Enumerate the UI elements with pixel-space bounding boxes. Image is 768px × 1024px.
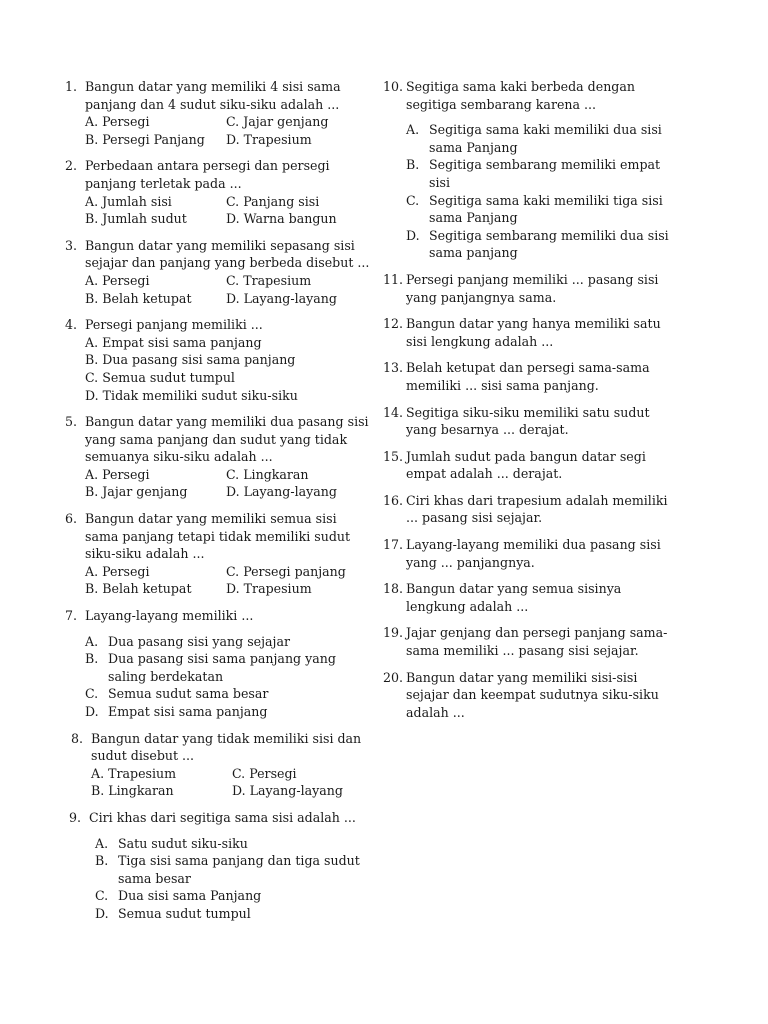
question-body [85,607,370,721]
question-text: Ciri khas dari segitiga sama sisi adalah ... [89,809,356,825]
question-number: 20. [383,669,404,685]
question-number: 1. [64,79,77,94]
option-letter: D. [406,227,420,243]
left-column [60,78,370,932]
question-body [85,237,370,307]
options-grid [91,765,370,800]
options-grid [85,193,370,228]
question-2 [60,157,370,227]
option-letter: C. [85,686,99,702]
question-20 [383,669,683,722]
question-11 [383,271,683,306]
question-text: Bangun datar yang memiliki semua sisi sama panjang tetapi tidak memiliki sudut siku-siku adalah ... [85,511,351,562]
option-letter: C. [406,192,420,208]
question-body [406,359,683,394]
question-number: 11. [383,271,404,287]
question-9 [60,809,370,923]
question-body [406,536,683,571]
option: A. Persegi [85,272,150,288]
question-5 [60,413,370,501]
question-body [85,78,370,148]
question-8 [60,730,370,800]
option: A. Persegi [85,114,150,130]
option [95,835,370,853]
question-number: 2. [64,158,77,174]
option-text: Segitiga sama kaki memiliki tiga sisi sama Panjang [429,192,663,226]
question-text: Perbedaan antara persegi dan persegi panjang terletak pada ... [85,158,330,191]
options-list [406,121,683,262]
question-7 [60,607,370,721]
question-text: Jumlah sudut pada bangun datar segi empat adalah ... derajat. [406,448,646,482]
question-text: Bangun datar yang hanya memiliki satu sisi lengkung adalah ... [406,316,661,349]
options-grid [85,113,370,148]
option: C. Persegi [232,765,297,781]
option-text: Segitiga sama kaki memiliki dua sisi sama Panjang [429,122,662,155]
option-text: Segitiga sembarang memiliki dua sisi sama panjang [429,227,669,261]
question-18 [383,580,683,615]
question-text: Persegi panjang memiliki ... [85,317,263,333]
question-body [406,492,683,527]
question-text: Bangun datar yang memiliki sisi-sisi sejajar dan keempat sudutnya siku-siku adalah ... [406,669,659,720]
options-grid [85,563,370,598]
question-body [89,809,370,923]
option: C. Lingkaran [226,466,309,482]
option-text: Tiga sisi sama panjang dan tiga sudut sama besar [118,853,360,886]
question-text: Ciri khas dari trapesium adalah memiliki ... pasang sisi sejajar. [406,492,668,526]
question-number: 16. [383,492,404,508]
question-text: Bangun datar yang semua sisinya lengkung adalah ... [406,581,622,614]
option-letter: D. [85,704,99,719]
option: B. Jajar genjang [85,484,188,500]
question-text: Belah ketupat dan persegi sama-sama memiliki ... sisi sama panjang. [406,360,650,393]
option: D. Trapesium [226,581,312,597]
option-letter: A. [95,835,109,851]
option: C. Jajar genjang [226,114,329,130]
question-text: Layang-layang memiliki ... [85,608,254,624]
question-12 [383,315,683,350]
question-17 [383,536,683,571]
question-number: 12. [383,316,404,332]
option: C. Panjang sisi [226,193,320,209]
question-text: Jajar genjang dan persegi panjang sama-sama memiliki ... pasang sisi sejajar. [406,625,668,659]
option: A. Trapesium [91,765,177,781]
question-number: 9. [68,809,81,825]
option [406,192,683,227]
option: B. Persegi Panjang [85,131,205,147]
option-letter: B. [85,651,99,667]
option-letter: D. [95,905,109,921]
question-body [406,669,683,722]
options-grid [85,466,370,501]
option [406,121,683,156]
option-letter: C. [95,888,109,904]
option-text: Empat sisi sama panjang [108,704,268,719]
question-text: Layang-layang memiliki dua pasang sisi yang ... panjangnya. [406,537,661,570]
question-body [85,157,370,227]
option: B. Jumlah sudut [85,211,187,227]
question-body [85,413,370,501]
option [95,852,370,887]
option: B. Lingkaran [91,783,174,799]
option: C. Persegi panjang [226,563,346,579]
question-number: 13. [383,360,404,376]
option-text: Semua sudut sama besar [108,686,269,702]
option-text: Semua sudut tumpul [118,905,251,921]
option: C. Trapesium [226,272,312,288]
question-number: 10. [383,79,404,94]
option: D. Tidak memiliki sudut siku-siku [85,387,298,403]
question-body [406,448,683,483]
option: B. Belah ketupat [85,581,192,597]
question-number: 6. [64,511,77,527]
question-body [85,316,370,404]
question-number: 17. [383,537,404,553]
option-text: Dua pasang sisi yang sejajar [108,633,290,649]
option-text: Dua pasang sisi sama panjang yang saling berdekatan [108,651,336,684]
option: A. Persegi [85,563,150,579]
question-body [85,510,370,598]
question-1 [60,78,370,148]
option: A. Empat sisi sama panjang [85,334,262,350]
options-list [85,633,370,721]
question-15 [383,448,683,483]
option: D. Layang-layang [226,290,337,306]
right-column [383,78,683,730]
option [406,156,683,191]
question-16 [383,492,683,527]
question-number: 8. [70,730,83,746]
option-text: Satu sudut siku-siku [118,835,248,851]
option-letter: B. [95,853,109,869]
question-number: 7. [64,608,77,624]
option: D. Layang-layang [232,783,343,799]
question-text: Bangun datar yang memiliki sepasang sisi sejajar dan panjang yang berbeda disebut ... [85,237,370,271]
question-number: 3. [64,237,77,253]
option: C. Semua sudut tumpul [85,369,235,385]
option-text: Segitiga sembarang memiliki empat sisi [429,157,661,190]
question-19 [383,624,683,659]
question-body [91,730,370,800]
option: D. Warna bangun [226,211,337,227]
options-grid [85,272,370,307]
option: D. Trapesium [226,131,312,147]
question-text: Persegi panjang memiliki ... pasang sisi yang panjangnya sama. [406,271,659,305]
option: B. Dua pasang sisi sama panjang [85,352,296,368]
question-text: Bangun datar yang memiliki 4 sisi sama panjang dan 4 sudut siku-siku adalah ... [85,79,341,112]
question-body [406,315,683,350]
question-number: 5. [64,414,77,430]
option: B. Belah ketupat [85,290,192,306]
option [85,650,370,685]
option [95,887,370,905]
option: A. Persegi [85,466,150,482]
question-body [406,404,683,439]
option: D. Layang-layang [226,484,337,500]
question-body [406,580,683,615]
option [85,703,370,721]
options-list [95,835,370,923]
question-number: 18. [383,581,404,597]
question-10 [383,78,683,262]
option-letter: B. [406,157,420,173]
question-number: 15. [383,448,404,464]
option-text: Dua sisi sama Panjang [118,888,262,904]
option [85,685,370,703]
question-text: Bangun datar yang memiliki dua pasang sisi yang sama panjang dan sudut yang tidak semuanya siku-siku adalah ... [85,414,369,465]
question-number: 14. [383,404,404,420]
question-4 [60,316,370,404]
question-13 [383,359,683,394]
question-number: 4. [64,317,77,333]
question-body [406,271,683,306]
question-text: Segitiga siku-siku memiliki satu sudut yang besarnya ... derajat. [406,404,650,438]
question-number: 19. [383,625,404,641]
option [85,633,370,651]
question-14 [383,404,683,439]
option-letter: A. [85,633,99,649]
question-text: Segitiga sama kaki berbeda dengan segitiga sembarang karena ... [406,79,635,112]
option-letter: A. [406,122,420,138]
question-body [406,78,683,262]
option [406,227,683,262]
question-text: Bangun datar yang tidak memiliki sisi dan sudut disebut ... [91,730,362,764]
question-body [406,624,683,659]
option: A. Jumlah sisi [85,193,172,209]
question-3 [60,237,370,307]
option [95,905,370,923]
question-6 [60,510,370,598]
